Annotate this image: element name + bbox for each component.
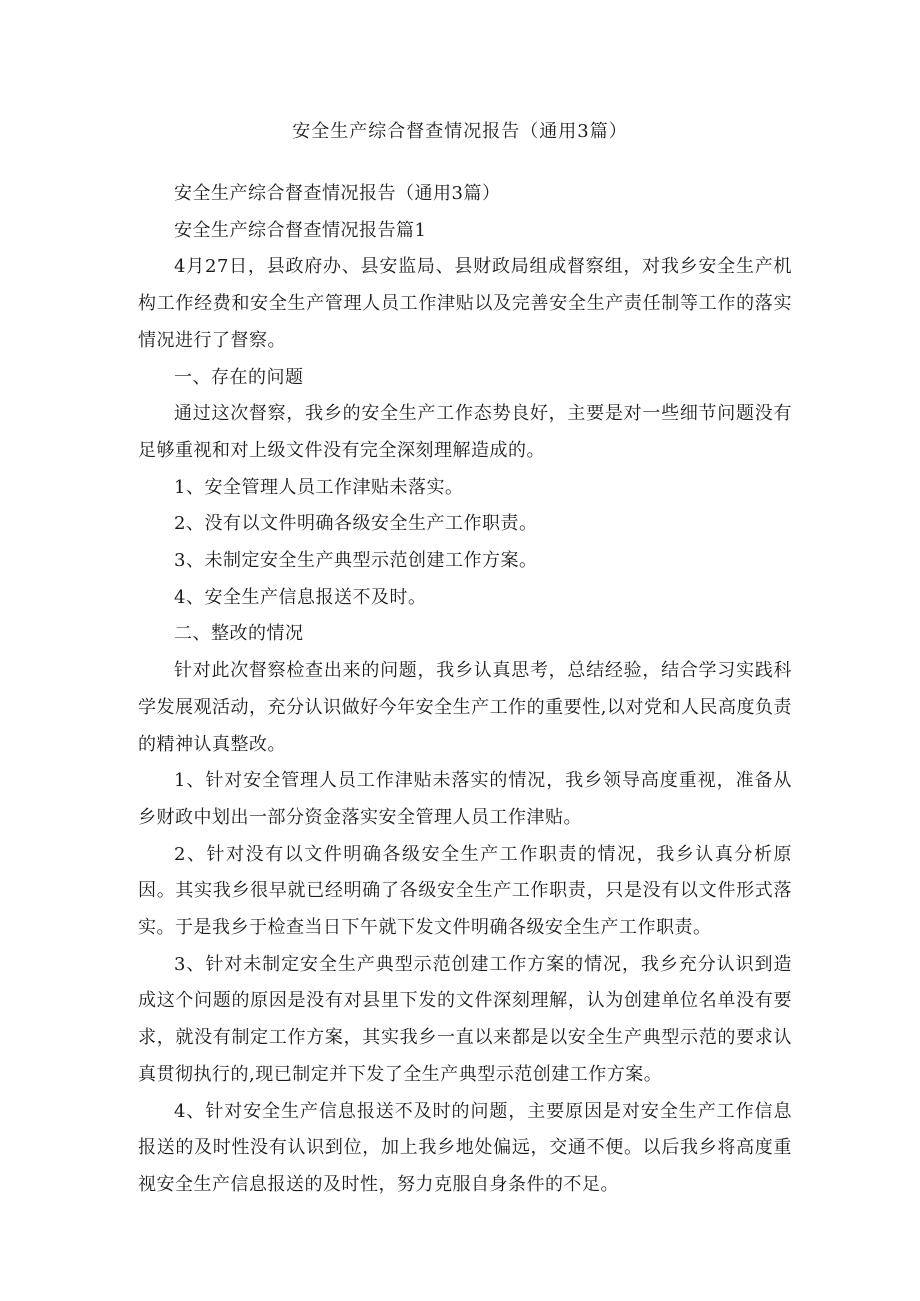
- heading-problems: 一、存在的问题: [174, 366, 304, 388]
- list-item-rectification-1: 1、针对安全管理人员工作津贴未落实的情况，我乡领导高度重视，准备从乡财政中划出一部分资金落实安全管理人员工作津贴。: [138, 770, 792, 828]
- paragraph-problems-summary: 通过这次督察，我乡的安全生产工作态势良好，主要是对一些细节问题没有足够重视和对上级文件没有完全深刻理解造成的。: [138, 403, 792, 461]
- paragraph-rectification-summary: 针对此次督察检查出来的问题，我乡认真思考，总结经验，结合学习实践科学发展观活动，充分认识做好今年安全生产工作的重要性,以对党和人民高度负责的精神认真整改。: [138, 660, 792, 755]
- heading-rectification: 二、整改的情况: [174, 623, 304, 645]
- list-item-rectification-4: 4、针对安全生产信息报送不及时的问题，主要原因是对安全生产工作信息报送的及时性没有认识到位，加上我乡地处偏远，交通不便。以后我乡将高度重视安全生产信息报送的及时性，努力克服自身条件的不足。: [138, 1100, 792, 1195]
- list-item-problem-2: 2、没有以文件明确各级安全生产工作职责。: [174, 513, 538, 535]
- list-item-rectification-2: 2、针对没有以文件明确各级安全生产工作职责的情况，我乡认真分析原因。其实我乡很早就已经明确了各级安全生产工作职责，只是没有以文件形式落实。于是我乡于检查当日下午就下发文件明确各级安全生产工作职责。: [138, 843, 792, 939]
- list-item-problem-3: 3、未制定安全生产典型示范创建工作方案。: [174, 550, 538, 572]
- paragraph-section-heading: 安全生产综合督查情况报告篇1: [174, 219, 427, 241]
- list-item-problem-1: 1、安全管理人员工作津贴未落实。: [174, 476, 464, 498]
- document-title: 安全生产综合督查情况报告（通用3篇）: [292, 121, 628, 142]
- list-item-rectification-3: 3、针对未制定安全生产典型示范创建工作方案的情况，我乡充分认识到造成这个问题的原因是没有对县里下发的文件深刻理解，认为创建单位名单没有要求，就没有制定工作方案，其实我乡一直以来都是以安全生产典型示范的要求认真贯彻执行的,现已制定并下发了全生产典型示范创建工作方案。: [138, 953, 792, 1085]
- paragraph-intro: 4月27日，县政府办、县安监局、县财政局组成督察组，对我乡安全生产机构工作经费和安全生产管理人员工作津贴以及完善安全生产责任制等工作的落实情况进行了督察。: [138, 256, 792, 351]
- list-item-problem-4: 4、安全生产信息报送不及时。: [174, 586, 427, 608]
- paragraph-subtitle: 安全生产综合督查情况报告（通用3篇）: [174, 183, 501, 204]
- document-body: [138, 176, 792, 1204]
